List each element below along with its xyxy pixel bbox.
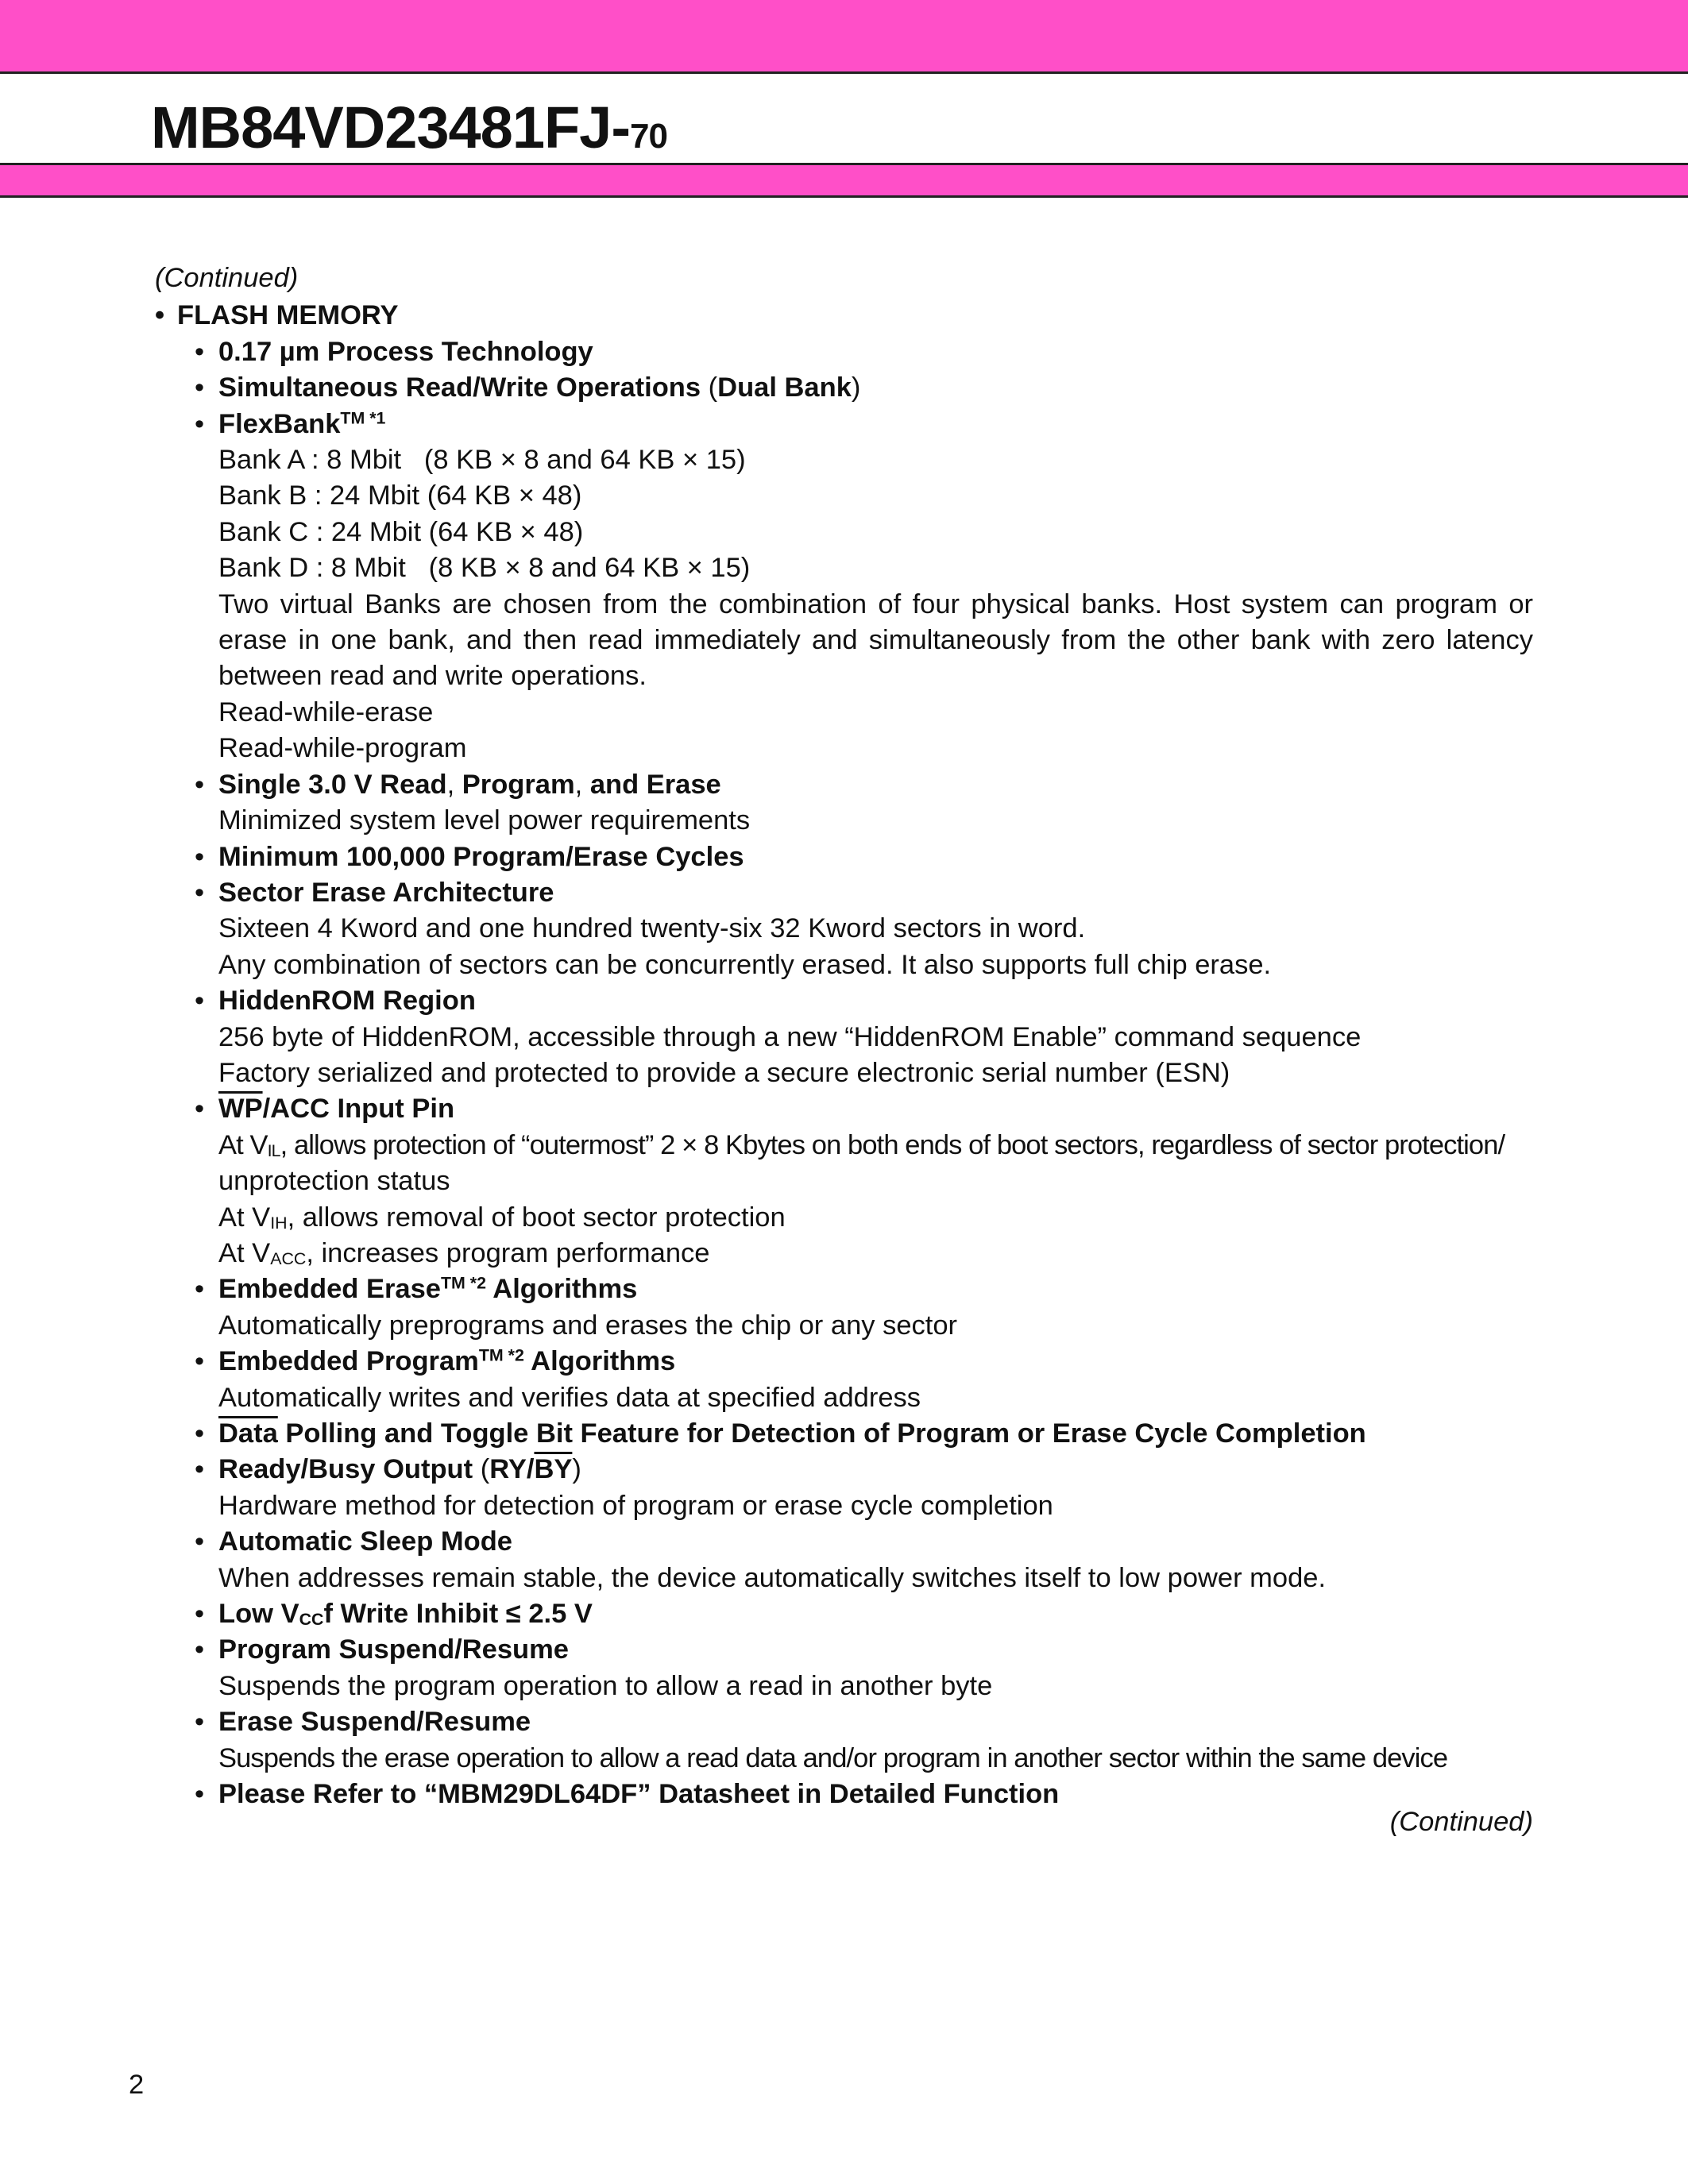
- feature-refer: • Please Refer to “MBM29DL64DF” Datasheet in Detailed Function: [218, 1777, 1533, 1812]
- continued-top: (Continued): [155, 263, 299, 293]
- bullet: •: [195, 1346, 205, 1377]
- feature-single-voltage: • Single 3.0 V Read, Program, and Erase Minimized system level power requirements: [218, 767, 1533, 839]
- feature-embedded-erase: • Embedded Erase$^{TM *2}$ Algorithms Automatically preprograms and erases the chip or any sector: [218, 1271, 1533, 1344]
- bullet: •: [195, 372, 205, 403]
- header-sub-band: [0, 163, 1688, 198]
- feature-embedded-program: • Embedded Program$^{TM *2}$ Algorithms Automatically writes and verifies data at specified address: [218, 1344, 1533, 1416]
- bullet: •: [195, 1274, 205, 1305]
- bullet: •: [195, 769, 205, 800]
- bullet: •: [195, 986, 205, 1017]
- document-body: [155, 260, 1533, 1812]
- bullet: •: [195, 877, 205, 908]
- feature-list: [195, 334, 1533, 1813]
- feature-cycles: • Minimum 100,000 Program/Erase Cycles: [218, 839, 1533, 875]
- bullet: •: [195, 1418, 205, 1449]
- bullet: •: [195, 1094, 205, 1125]
- bullet: •: [195, 1779, 205, 1810]
- feature-data-polling: • Data Polling and Toggle Bit Feature for Detection of Program or Erase Cycle Completion: [218, 1416, 1533, 1452]
- page-number: 2: [129, 2070, 145, 2100]
- feature-flexbank: • FlexBank$^{TM *1}$ Bank A : 8 Mbit (8 KB × 8 and 64 KB × 15) Bank B : 24 Mbit (64 KB × 48) Bank C : 24 Mbit (64 KB × 48) Bank D : 8 Mbit (8 KB × 8 and 64 KB × 15) Two virtual Banks are chosen from the combination of four physical banks. Host system can program or erase in one bank, and then read immediately and simultaneously from the other bank with zero latency between read and write operations. Read-while-erase Read-while-program: [218, 407, 1533, 767]
- feature-program-suspend: • Program Suspend/Resume Suspends the program operation to allow a read in another byte: [218, 1632, 1533, 1704]
- bullet: •: [195, 1526, 205, 1557]
- feature-auto-sleep: • Automatic Sleep Mode When addresses remain stable, the device automatically switches itself to low power mode.: [218, 1524, 1533, 1596]
- continued-bottom: (Continued): [1389, 1807, 1533, 1837]
- section-title: • FLASH MEMORY: [155, 298, 1533, 334]
- feature-hiddenrom: • HiddenROM Region 256 byte of HiddenROM, accessible through a new “HiddenROM Enable” command sequence Factory serialized and protected to provide a secure electronic serial number (ESN): [218, 983, 1533, 1091]
- bank-description: Two virtual Banks are chosen from the combination of four physical banks. Host system can program or erase in one bank, and then read immediately and simultaneously from the other bank with zero latency between read and write operations.: [218, 588, 1533, 692]
- feature-erase-suspend: • Erase Suspend/Resume Suspends the erase operation to allow a read data and/or program in another sector within the same device: [218, 1704, 1533, 1777]
- bullet: •: [195, 1599, 205, 1630]
- bullet: •: [195, 1454, 205, 1485]
- feature-wp-acc: • $\overline{WP}$/ACC Input Pin At $V_{IL}$, allows protection of “outermost” 2 × 8 Kbytes on both ends of boot sectors, regardless of sector protection/ unprotection status At $V_{IH}$, allows removal of boot sector protection At $V_{ACC}$, increases program performance: [218, 1091, 1533, 1271]
- feature-process: • 0.17 µm Process Technology: [218, 334, 1533, 370]
- bullet: •: [195, 408, 205, 439]
- page-title: MB84VD23481FJ-70: [151, 95, 667, 160]
- bullet: •: [195, 841, 205, 872]
- header-top-band: [0, 0, 1688, 74]
- feature-low-vcc: • Low $V_{CC}f$ Write Inhibit ≤ 2.5 V: [218, 1596, 1533, 1632]
- feature-sector-erase: • Sector Erase Architecture Sixteen 4 Kword and one hundred twenty-six 32 Kword sectors in word. Any combination of sectors can be concurrently erased. It also supports full chip erase.: [218, 875, 1533, 983]
- bullet: •: [195, 336, 205, 367]
- feature-ready-busy: • Ready/Busy Output $(RY/\overline{BY})$ Hardware method for detection of program or erase cycle completion: [218, 1452, 1533, 1524]
- bullet: •: [195, 1707, 205, 1738]
- feature-simultaneous: • Simultaneous Read/Write Operations (Dual Bank): [218, 370, 1533, 406]
- bullet: •: [195, 1634, 205, 1665]
